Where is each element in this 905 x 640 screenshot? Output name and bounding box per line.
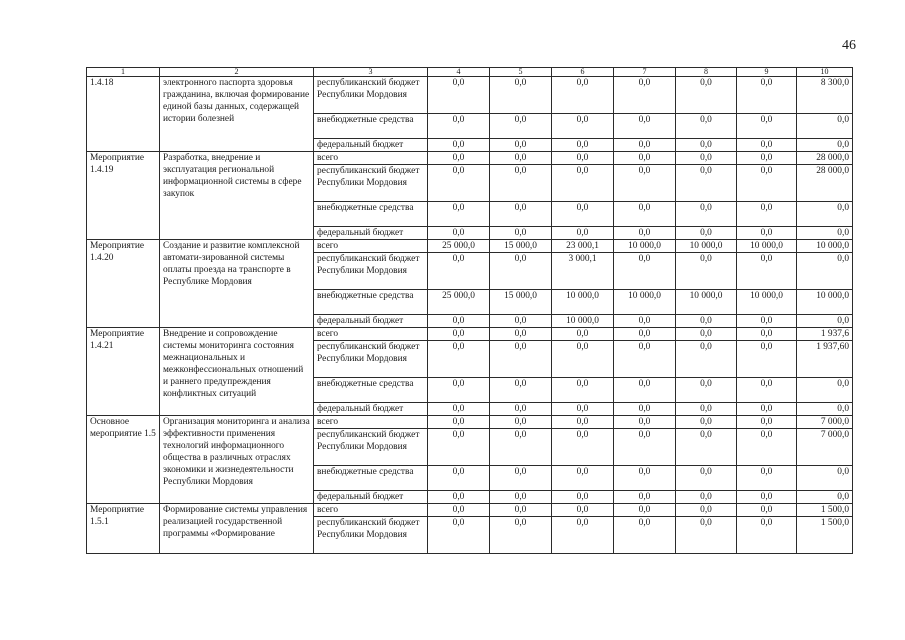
column-number-7: 7 [614, 68, 676, 77]
amount-cell: 0,0 [428, 165, 490, 202]
amount-cell: 0,0 [737, 466, 797, 491]
amount-cell: 0,0 [614, 504, 676, 517]
amount-cell: 0,0 [428, 504, 490, 517]
amount-cell: 0,0 [737, 517, 797, 554]
amount-cell: 10 000,0 [552, 290, 614, 315]
amount-cell: 0,0 [614, 227, 676, 240]
column-number-5: 5 [490, 68, 552, 77]
amount-cell: 0,0 [552, 139, 614, 152]
amount-cell: 0,0 [614, 416, 676, 429]
amount-cell: 8 300,0 [797, 77, 853, 114]
funding-source: всего [314, 328, 428, 341]
amount-cell: 0,0 [428, 416, 490, 429]
amount-cell: 7 000,0 [797, 429, 853, 466]
amount-cell: 0,0 [737, 227, 797, 240]
funding-source: внебюджетные средства [314, 290, 428, 315]
amount-cell: 0,0 [428, 403, 490, 416]
amount-cell: 0,0 [428, 378, 490, 403]
amount-cell: 0,0 [676, 315, 737, 328]
amount-cell: 25 000,0 [428, 240, 490, 253]
amount-cell: 0,0 [490, 517, 552, 554]
funding-source: всего [314, 240, 428, 253]
amount-cell: 0,0 [552, 114, 614, 139]
amount-cell: 0,0 [490, 429, 552, 466]
amount-cell: 0,0 [676, 378, 737, 403]
amount-cell: 0,0 [614, 491, 676, 504]
amount-cell: 0,0 [428, 517, 490, 554]
amount-cell: 0,0 [797, 491, 853, 504]
amount-cell: 0,0 [797, 378, 853, 403]
amount-cell: 0,0 [614, 429, 676, 466]
amount-cell: 10 000,0 [614, 290, 676, 315]
amount-cell: 28 000,0 [797, 165, 853, 202]
amount-cell: 0,0 [552, 466, 614, 491]
funding-source: внебюджетные средства [314, 114, 428, 139]
amount-cell: 10 000,0 [797, 290, 853, 315]
amount-cell: 0,0 [797, 315, 853, 328]
amount-cell: 0,0 [614, 403, 676, 416]
amount-cell: 28 000,0 [797, 152, 853, 165]
funding-source: федеральный бюджет [314, 491, 428, 504]
column-number-2: 2 [160, 68, 314, 77]
amount-cell: 0,0 [614, 165, 676, 202]
amount-cell: 0,0 [428, 202, 490, 227]
amount-cell: 0,0 [428, 429, 490, 466]
amount-cell: 0,0 [428, 253, 490, 290]
amount-cell: 0,0 [614, 466, 676, 491]
amount-cell: 10 000,0 [614, 240, 676, 253]
funding-source: республиканский бюджет Республики Мордовия [314, 517, 428, 554]
amount-cell: 0,0 [737, 403, 797, 416]
column-number-9: 9 [737, 68, 797, 77]
table-row [87, 240, 853, 253]
amount-cell: 15 000,0 [490, 290, 552, 315]
amount-cell: 0,0 [676, 466, 737, 491]
amount-cell: 0,0 [676, 504, 737, 517]
amount-cell: 0,0 [490, 378, 552, 403]
amount-cell: 0,0 [797, 139, 853, 152]
activity-name: Создание и развитие комплексной автомати-зированной системы оплаты проезда на транспорте в Республике Мордовия [160, 240, 314, 328]
amount-cell: 0,0 [552, 341, 614, 378]
funding-source: республиканский бюджет Республики Мордовия [314, 341, 428, 378]
funding-source: внебюджетные средства [314, 202, 428, 227]
amount-cell: 0,0 [797, 202, 853, 227]
amount-cell: 10 000,0 [552, 315, 614, 328]
activity-name: Организация мониторинга и анализа эффективности применения технологий информационного общества в различных отраслях экономики и жизнедеятельности Республики Мордовия [160, 416, 314, 504]
activity-name: Формирование системы управления реализацией государственной программы «Формирование [160, 504, 314, 554]
amount-cell: 0,0 [490, 466, 552, 491]
table-row [87, 504, 853, 517]
amount-cell: 0,0 [676, 114, 737, 139]
amount-cell: 0,0 [676, 403, 737, 416]
activity-code: 1.4.18 [87, 77, 160, 152]
amount-cell: 0,0 [737, 416, 797, 429]
column-number-10: 10 [797, 68, 853, 77]
amount-cell: 0,0 [737, 202, 797, 227]
amount-cell: 0,0 [428, 227, 490, 240]
amount-cell: 0,0 [737, 315, 797, 328]
amount-cell: 0,0 [676, 491, 737, 504]
amount-cell: 0,0 [797, 253, 853, 290]
column-number-3: 3 [314, 68, 428, 77]
table-row [87, 77, 853, 114]
amount-cell: 10 000,0 [737, 240, 797, 253]
funding-source: республиканский бюджет Республики Мордовия [314, 165, 428, 202]
funding-source: федеральный бюджет [314, 315, 428, 328]
activity-code: Мероприятие 1.5.1 [87, 504, 160, 554]
amount-cell: 0,0 [552, 429, 614, 466]
amount-cell: 0,0 [490, 315, 552, 328]
funding-source: республиканский бюджет Республики Мордовия [314, 253, 428, 290]
amount-cell: 0,0 [428, 315, 490, 328]
amount-cell: 0,0 [614, 341, 676, 378]
amount-cell: 0,0 [490, 139, 552, 152]
amount-cell: 0,0 [552, 504, 614, 517]
amount-cell: 0,0 [490, 253, 552, 290]
amount-cell: 0,0 [676, 77, 737, 114]
amount-cell: 0,0 [797, 227, 853, 240]
amount-cell: 10 000,0 [676, 240, 737, 253]
activity-name: Внедрение и сопровождение системы мониторинга состояния межнациональных и межконфессиональных отношений и раннего предупреждения конфликтных ситуаций [160, 328, 314, 416]
table-row [87, 416, 853, 429]
amount-cell: 0,0 [552, 403, 614, 416]
amount-cell: 0,0 [490, 328, 552, 341]
activity-code: Мероприятие 1.4.19 [87, 152, 160, 240]
amount-cell: 0,0 [490, 403, 552, 416]
amount-cell: 0,0 [490, 202, 552, 227]
activity-name: Разработка, внедрение и эксплуатация региональной информационной системы в сфере закупок [160, 152, 314, 240]
amount-cell: 0,0 [676, 341, 737, 378]
amount-cell: 0,0 [552, 491, 614, 504]
column-number-1: 1 [87, 68, 160, 77]
page-number: 46 [842, 38, 856, 53]
amount-cell: 0,0 [737, 139, 797, 152]
amount-cell: 0,0 [428, 328, 490, 341]
amount-cell: 0,0 [737, 77, 797, 114]
amount-cell: 0,0 [797, 466, 853, 491]
activity-code: Основное мероприятие 1.5 [87, 416, 160, 504]
funding-source: всего [314, 504, 428, 517]
amount-cell: 0,0 [737, 165, 797, 202]
amount-cell: 0,0 [676, 416, 737, 429]
amount-cell: 0,0 [552, 152, 614, 165]
amount-cell: 0,0 [676, 328, 737, 341]
amount-cell: 25 000,0 [428, 290, 490, 315]
column-number-8: 8 [676, 68, 737, 77]
funding-source: республиканский бюджет Республики Мордовия [314, 429, 428, 466]
amount-cell: 10 000,0 [737, 290, 797, 315]
amount-cell: 0,0 [428, 491, 490, 504]
amount-cell: 0,0 [490, 227, 552, 240]
amount-cell: 0,0 [552, 202, 614, 227]
amount-cell: 0,0 [552, 227, 614, 240]
amount-cell: 0,0 [614, 378, 676, 403]
amount-cell: 0,0 [428, 152, 490, 165]
table-row [87, 328, 853, 341]
amount-cell: 0,0 [797, 114, 853, 139]
amount-cell: 0,0 [737, 378, 797, 403]
amount-cell: 0,0 [614, 315, 676, 328]
amount-cell: 0,0 [676, 202, 737, 227]
amount-cell: 0,0 [737, 328, 797, 341]
table-row [87, 152, 853, 165]
amount-cell: 0,0 [428, 341, 490, 378]
amount-cell: 0,0 [737, 504, 797, 517]
amount-cell: 1 500,0 [797, 517, 853, 554]
amount-cell: 0,0 [676, 152, 737, 165]
column-number-6: 6 [552, 68, 614, 77]
funding-source: республиканский бюджет Республики Мордовия [314, 77, 428, 114]
amount-cell: 15 000,0 [490, 240, 552, 253]
amount-cell: 0,0 [552, 77, 614, 114]
amount-cell: 0,0 [676, 253, 737, 290]
amount-cell: 0,0 [737, 341, 797, 378]
funding-source: внебюджетные средства [314, 466, 428, 491]
amount-cell: 0,0 [490, 341, 552, 378]
amount-cell: 0,0 [614, 139, 676, 152]
activity-code: Мероприятие 1.4.20 [87, 240, 160, 328]
amount-cell: 0,0 [676, 139, 737, 152]
budget-table [86, 67, 853, 554]
funding-source: внебюджетные средства [314, 378, 428, 403]
amount-cell: 0,0 [552, 328, 614, 341]
amount-cell: 0,0 [428, 139, 490, 152]
amount-cell: 0,0 [428, 77, 490, 114]
amount-cell: 3 000,1 [552, 253, 614, 290]
amount-cell: 0,0 [737, 253, 797, 290]
amount-cell: 10 000,0 [676, 290, 737, 315]
funding-source: федеральный бюджет [314, 227, 428, 240]
amount-cell: 0,0 [614, 77, 676, 114]
amount-cell: 0,0 [490, 504, 552, 517]
amount-cell: 0,0 [614, 328, 676, 341]
amount-cell: 10 000,0 [797, 240, 853, 253]
amount-cell: 0,0 [676, 227, 737, 240]
amount-cell: 0,0 [552, 165, 614, 202]
amount-cell: 0,0 [490, 152, 552, 165]
amount-cell: 0,0 [614, 202, 676, 227]
amount-cell: 0,0 [676, 165, 737, 202]
amount-cell: 0,0 [737, 152, 797, 165]
funding-source: федеральный бюджет [314, 139, 428, 152]
amount-cell: 0,0 [552, 416, 614, 429]
amount-cell: 0,0 [552, 517, 614, 554]
amount-cell: 1 500,0 [797, 504, 853, 517]
amount-cell: 0,0 [737, 429, 797, 466]
column-number-row [87, 68, 853, 77]
funding-source: федеральный бюджет [314, 403, 428, 416]
amount-cell: 0,0 [490, 165, 552, 202]
activity-name: электронного паспорта здоровья гражданина, включая формирование единой базы данных, содержащей истории болезней [160, 77, 314, 152]
amount-cell: 0,0 [614, 253, 676, 290]
amount-cell: 0,0 [737, 491, 797, 504]
amount-cell: 0,0 [614, 152, 676, 165]
funding-source: всего [314, 152, 428, 165]
amount-cell: 0,0 [552, 378, 614, 403]
amount-cell: 0,0 [428, 466, 490, 491]
amount-cell: 23 000,1 [552, 240, 614, 253]
amount-cell: 7 000,0 [797, 416, 853, 429]
amount-cell: 1 937,60 [797, 341, 853, 378]
funding-source: всего [314, 416, 428, 429]
amount-cell: 0,0 [428, 114, 490, 139]
amount-cell: 0,0 [490, 491, 552, 504]
amount-cell: 0,0 [490, 77, 552, 114]
activity-code: Мероприятие 1.4.21 [87, 328, 160, 416]
amount-cell: 0,0 [676, 429, 737, 466]
amount-cell: 0,0 [490, 114, 552, 139]
amount-cell: 1 937,6 [797, 328, 853, 341]
amount-cell: 0,0 [614, 517, 676, 554]
amount-cell: 0,0 [614, 114, 676, 139]
amount-cell: 0,0 [490, 416, 552, 429]
amount-cell: 0,0 [797, 403, 853, 416]
amount-cell: 0,0 [737, 114, 797, 139]
column-number-4: 4 [428, 68, 490, 77]
amount-cell: 0,0 [676, 517, 737, 554]
